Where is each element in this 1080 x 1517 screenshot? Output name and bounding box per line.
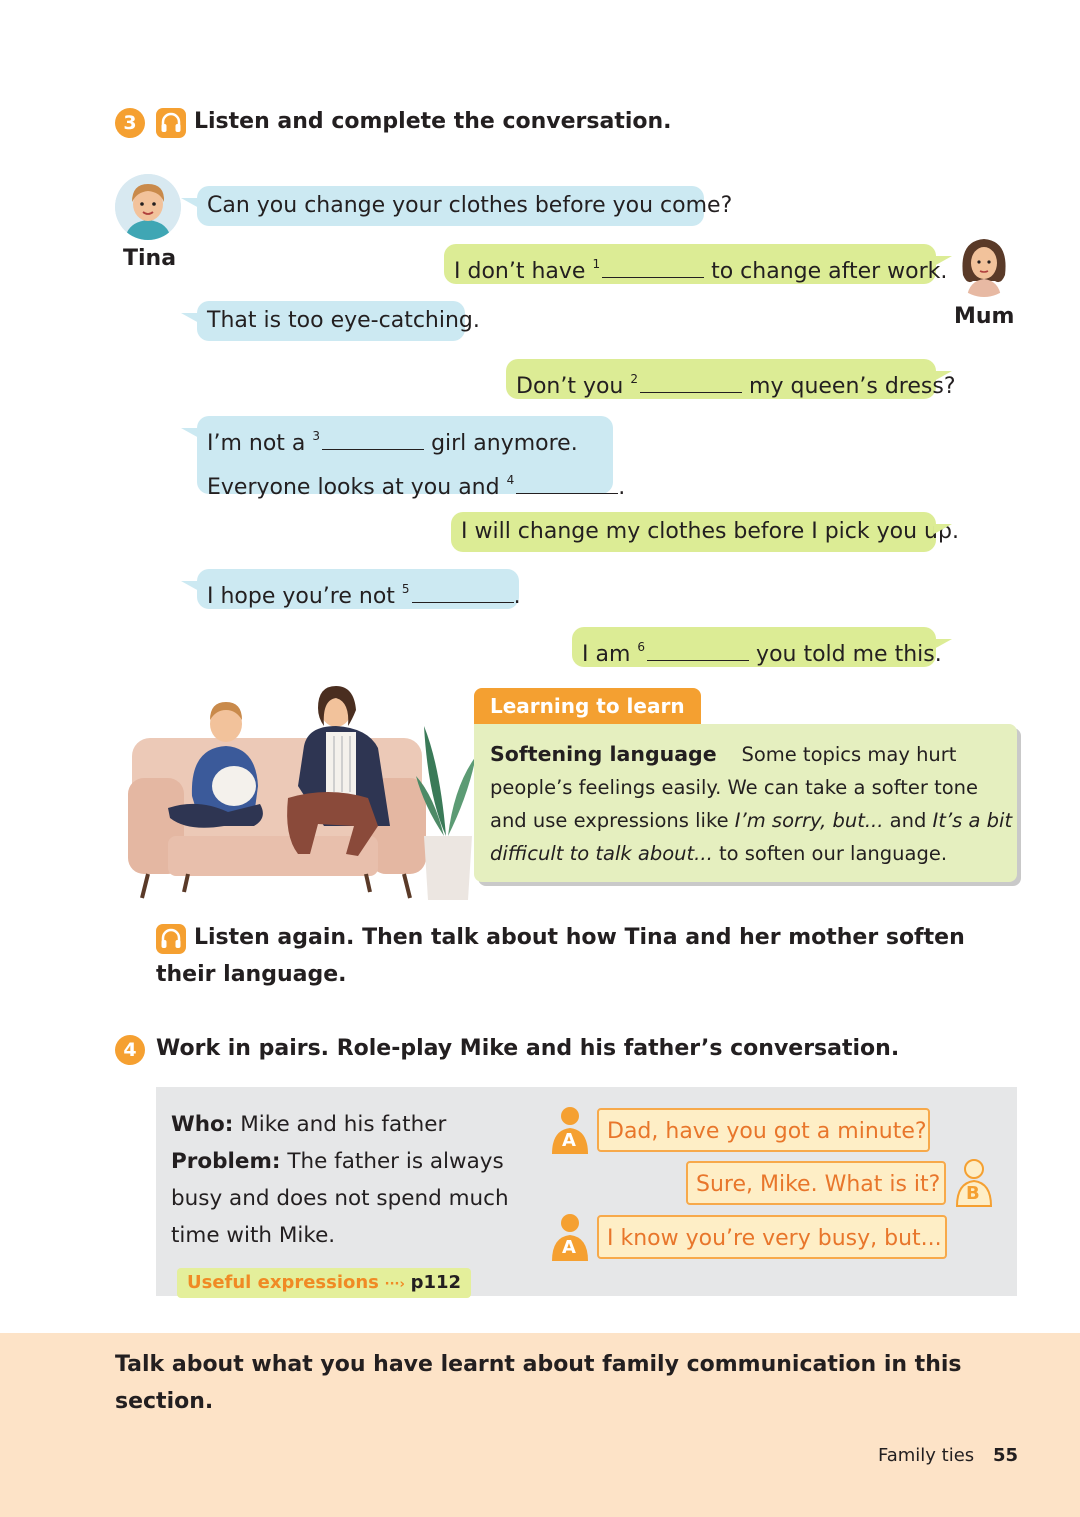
speech-bubble-a: [597, 1215, 947, 1259]
tip-example: It’s a bit: [932, 809, 1013, 832]
dialogue-text: .: [513, 584, 521, 609]
listen-again-heading: Listen again. Then talk about how Tina and her mother soften: [194, 925, 965, 950]
dialogue-bubble-mum: [451, 512, 959, 552]
woman-portrait-icon: [951, 231, 1017, 297]
dialogue-bubble-tina: [197, 416, 626, 500]
dialogue-text: I hope you’re not: [207, 584, 395, 609]
dialogue-bubble-tina: [197, 301, 480, 341]
dialogue-text: .: [618, 475, 626, 500]
mum-avatar: [951, 231, 1017, 297]
blank-number: 5: [401, 582, 410, 596]
dialogue-text: I’m not a: [207, 431, 306, 456]
learning-to-learn-box: [474, 724, 1017, 882]
tip-text: people’s feelings easily. We can take a softer tone: [490, 776, 979, 799]
speaker-a-figure: [550, 1213, 590, 1261]
dialogue-text: Everyone looks at you and: [207, 475, 500, 500]
blank-number: 3: [312, 429, 321, 443]
speaker-name-tina: Tina: [123, 246, 177, 271]
blank-number: 2: [630, 372, 639, 386]
headphones-icon: [156, 924, 186, 954]
useful-expressions-page: p112: [410, 1272, 462, 1293]
activity-number-badge: 3: [115, 108, 145, 138]
reflection-prompt: [115, 1346, 1015, 1420]
speaker-name-mum: Mum: [954, 304, 1015, 329]
sofa-illustration: [128, 686, 478, 900]
answer-blank[interactable]: [516, 472, 618, 494]
answer-blank[interactable]: [412, 581, 514, 603]
tip-title: Softening language: [490, 742, 717, 766]
dialogue-text: I am: [582, 642, 631, 667]
speech-text: I know you’re very busy, but...: [607, 1226, 942, 1251]
speech-text: Dad, have you got a minute?: [607, 1119, 927, 1144]
problem-label: Problem:: [171, 1149, 281, 1174]
dialogue-bubble-mum: [506, 359, 956, 399]
speaker-b-figure: [954, 1159, 994, 1207]
dialogue-text: to change after work.: [711, 259, 948, 284]
activity-number-badge: 4: [115, 1035, 145, 1065]
who-label: Who:: [171, 1112, 234, 1137]
girl-portrait-icon: [115, 174, 181, 240]
speaker-a-letter: A: [562, 1130, 576, 1151]
unit-title: Family ties: [878, 1445, 975, 1466]
blank-number: 4: [506, 473, 515, 487]
tip-text: Some topics may hurt: [741, 743, 957, 766]
dialogue-text: I don’t have: [454, 259, 586, 284]
headphones-icon: [156, 108, 186, 138]
answer-blank[interactable]: [602, 256, 704, 278]
dialogue-text: girl anymore.: [431, 431, 578, 456]
answer-blank[interactable]: [647, 639, 749, 661]
roleplay-scenario: [171, 1106, 509, 1254]
tip-text: and: [889, 809, 927, 832]
problem-text: busy and does not spend much: [171, 1186, 509, 1211]
speech-bubble-a: [597, 1108, 930, 1152]
blank-number: 1: [592, 257, 601, 271]
speaker-b-letter: B: [966, 1183, 980, 1204]
dialogue-text: Don’t you: [516, 374, 624, 399]
dialogue-text: That is too eye-catching.: [207, 308, 480, 333]
dialogue-text: I will change my clothes before I pick you up.: [461, 519, 959, 544]
who-value: Mike and his father: [240, 1112, 447, 1137]
dialogue-text: you told me this.: [756, 642, 942, 667]
learning-to-learn-tab: Learning to learn: [474, 688, 701, 724]
problem-text: time with Mike.: [171, 1223, 336, 1248]
activity-4-heading: Work in pairs. Role-play Mike and his father’s conversation.: [156, 1036, 900, 1061]
dialogue-bubble-tina: [197, 186, 733, 226]
dialogue-bubble-tina: [197, 569, 519, 609]
speaker-a-figure: [550, 1106, 590, 1154]
tip-text: to soften our language.: [718, 842, 948, 865]
blank-number: 6: [637, 640, 646, 654]
tip-text: and use expressions like: [490, 809, 729, 832]
answer-blank[interactable]: [322, 428, 424, 450]
listen-again-heading-cont: their language.: [156, 962, 347, 987]
arrow-right-icon: ···›: [384, 1277, 405, 1292]
useful-expressions-label: Useful expressions: [187, 1272, 379, 1293]
dialogue-text: my queen’s dress?: [749, 374, 956, 399]
speech-bubble-b: [686, 1161, 946, 1205]
tip-example: I’m sorry, but...: [734, 809, 884, 832]
problem-text: The father is always: [287, 1149, 504, 1174]
tina-avatar: [115, 174, 181, 240]
speaker-a-letter: A: [562, 1237, 576, 1258]
activity-3-heading: Listen and complete the conversation.: [194, 109, 672, 134]
dialogue-bubble-mum: [572, 627, 942, 667]
reflection-text: section.: [115, 1389, 214, 1414]
useful-expressions-link[interactable]: [177, 1268, 471, 1298]
page-number: 55: [993, 1445, 1019, 1466]
tip-example: difficult to talk about...: [490, 842, 713, 865]
dialogue-bubble-mum: [444, 244, 948, 284]
reflection-text: Talk about what you have learnt about family communication in this: [115, 1352, 962, 1377]
speech-text: Sure, Mike. What is it?: [696, 1172, 941, 1197]
dialogue-text: Can you change your clothes before you come?: [207, 193, 733, 218]
answer-blank[interactable]: [640, 371, 742, 393]
